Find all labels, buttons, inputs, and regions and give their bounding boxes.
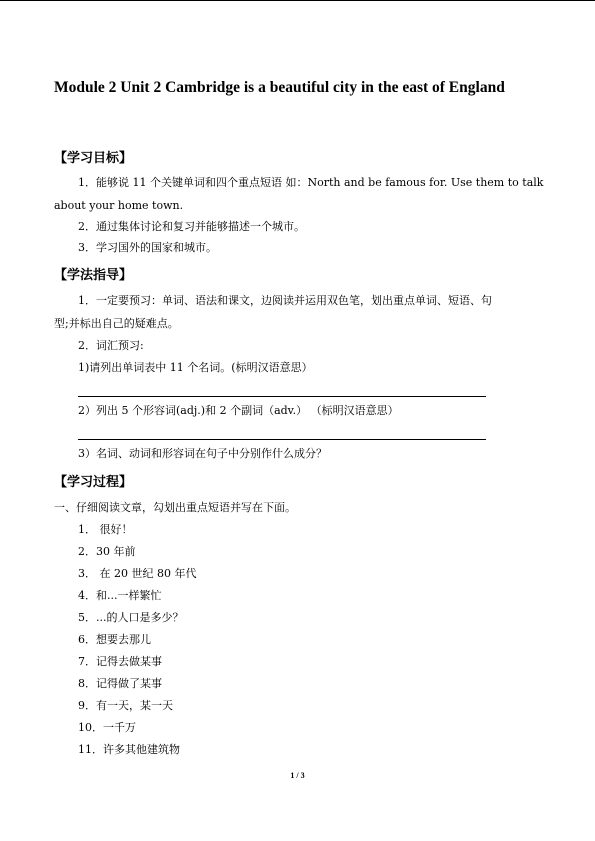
methods-question-3: 3）名词、动词和形容词在句子中分别作什么成分？ [78,447,327,460]
methods-question-1: 1)请列出单词表中 11 个名词。(标明汉语意思） [78,361,313,374]
answer-blank-line-2[interactable] [78,439,486,440]
section-heading-methods: 【学法指导】 [54,268,133,283]
process-item-5: 5．...的人口是多少？ [78,611,184,624]
goals-item-3: 3．学习国外的国家和城市。 [78,241,217,254]
goals-item-2: 2．通过集体讨论和复习并能够描述一个城市。 [78,220,305,233]
process-item-4: 4．和...一样繁忙 [78,589,162,602]
process-item-7: 7．记得去做某事 [78,655,162,668]
section-heading-goals: 【学习目标】 [54,151,133,166]
process-item-10: 10．一千万 [78,721,136,734]
process-item-1: 1． 很好！ [78,523,133,536]
section-heading-process: 【学习过程】 [54,475,133,490]
process-item-11: 11．许多其他建筑物 [78,743,180,756]
process-item-3: 3． 在 20 世纪 80 年代 [78,567,197,580]
page-top-rule [0,0,595,1]
process-item-6: 6．想要去那儿 [78,633,151,646]
process-intro: 一、仔细阅读文章，勾划出重点短语并写在下面。 [54,501,296,514]
answer-blank-line-1[interactable] [78,396,486,397]
goals-item-1-line-2: about your home town. [54,199,184,212]
methods-question-2: 2）列出 5 个形容词(adj.)和 2 个副词（adv.） （标明汉语意思） [78,404,399,417]
methods-item-2: 2．词汇预习: [78,339,144,352]
process-item-8: 8．记得做了某事 [78,677,162,690]
methods-item-1-line-1: 1．一定要预习：单词、语法和课文，边阅读并运用双色笔，划出重点单词、短语、句 [78,294,492,307]
goals-item-1-line-1 [78,176,542,190]
methods-item-1-line-2: 型;并标出自己的疑难点。 [54,317,179,330]
goals-item-1-text: 1．能够说 11 个关键单词和四个重点短语 如：North and be famous for. Use them to talk [78,176,544,189]
document-title: Module 2 Unit 2 Cambridge is a beautiful city in the east of England [54,79,505,96]
process-item-2: 2．30 年前 [78,545,136,558]
process-item-9: 9．有一天，某一天 [78,699,173,712]
page-number: 1 / 3 [290,771,305,780]
